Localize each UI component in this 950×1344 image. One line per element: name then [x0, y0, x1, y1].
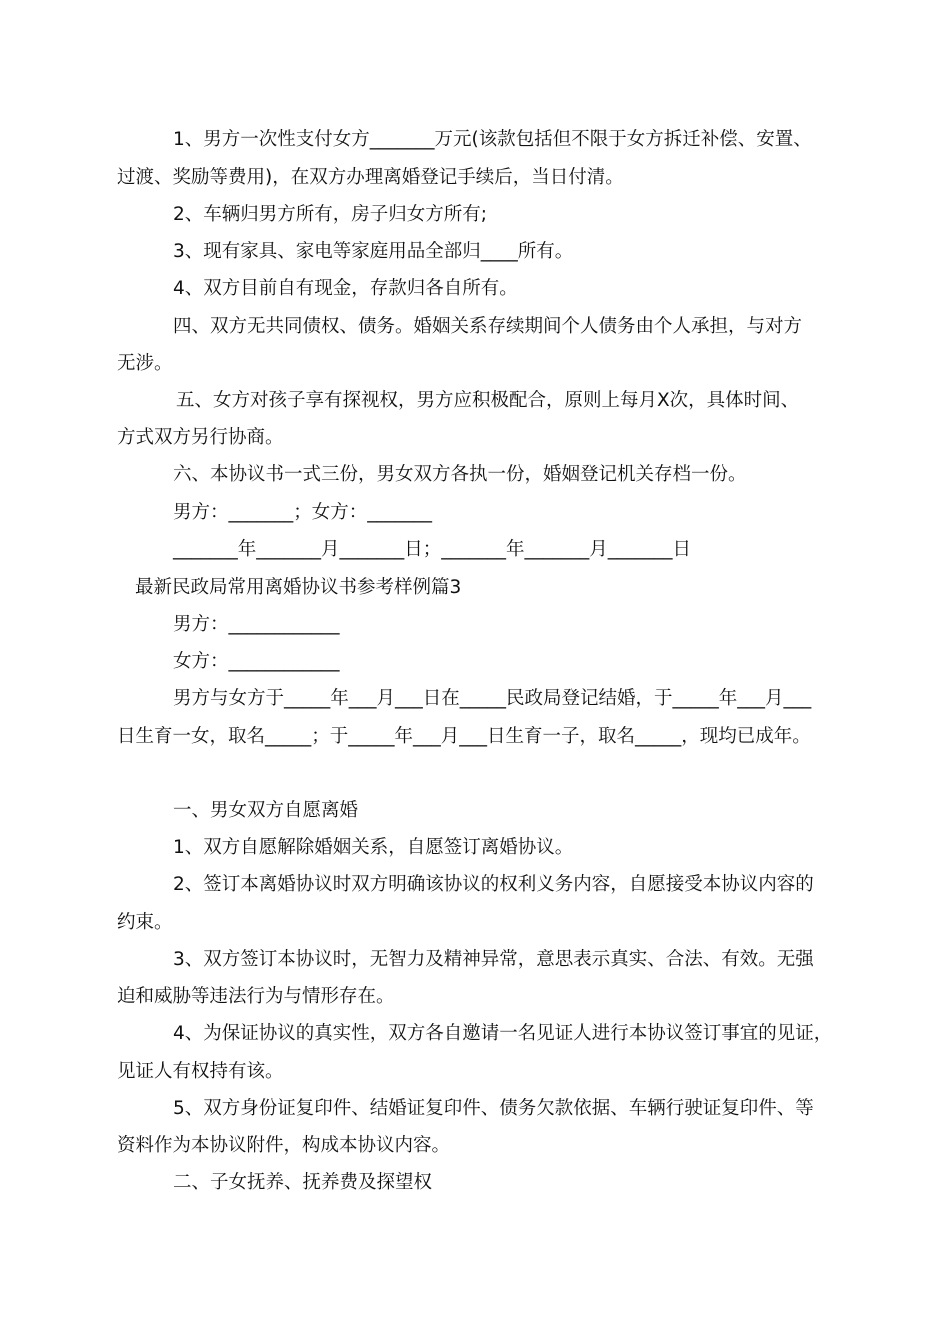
party-field-male: 男方：____________ [173, 614, 340, 635]
signature-line: 男方：_______；女方：_______ [173, 502, 433, 523]
text-line: 六、本协议书一式三份，男女双方各执一份，婚姻登记机关存档一份。 [173, 464, 747, 485]
text-line: 男方与女方于_____年___月___日在_____民政局登记结婚，于_____年___月___ [173, 688, 812, 709]
text-line: 资料作为本协议附件，构成本协议内容。 [117, 1135, 451, 1156]
text-line: 2、车辆归男方所有，房子归女方所有; [173, 204, 488, 225]
text-line: 1、双方自愿解除婚姻关系，自愿签订离婚协议。 [173, 837, 574, 858]
text-line: 见证人有权持有该。 [117, 1061, 284, 1082]
heading-line: 二、子女抚养、抚养费及探望权 [173, 1172, 433, 1193]
text-line: 3、双方签订本协议时，无智力及精神异常，意思表示真实、合法、有效。无强 [173, 949, 814, 970]
date-line: _______年_______月_______日；_______年_______月_______日 [173, 539, 692, 560]
text-line: 3、现有家具、家电等家庭用品全部归____所有。 [173, 241, 574, 262]
heading-line: 一、男女双方自愿离婚 [173, 800, 359, 821]
text-line: 1、男方一次性支付女方_______万元(该款包括但不限于女方拆迁补偿、安置、 [173, 129, 812, 150]
text-line: 日生育一女，取名_____；于_____年___月___日生育一子，取名_____，现均已成年。 [117, 726, 811, 747]
text-line: 过渡、奖励等费用)，在双方办理离婚登记手续后，当日付清。 [117, 167, 624, 188]
text-line: 四、双方无共同债权、债务。婚姻关系存续期间个人债务由个人承担，与对方 [173, 316, 803, 337]
text-line: 无涉。 [117, 353, 173, 374]
text-line: 迫和威胁等违法行为与情形存在。 [117, 986, 395, 1007]
text-line: 4、为保证协议的真实性，双方各自邀请一名见证人进行本协议签订事宜的见证， [173, 1023, 833, 1044]
text-line: 2、签订本离婚协议时双方明确该协议的权利义务内容，自愿接受本协议内容的 [173, 874, 814, 895]
party-field-female: 女方：____________ [173, 651, 340, 672]
section-title: 最新民政局常用离婚协议书参考样例篇3 [135, 577, 462, 598]
text-line: 5、双方身份证复印件、结婚证复印件、债务欠款依据、车辆行驶证复印件、等 [173, 1098, 814, 1119]
text-line: 五、女方对孩子享有探视权，男方应积极配合，原则上每月X次，具体时间、 [176, 390, 800, 411]
text-line: 方式双方另行协商。 [117, 427, 284, 448]
text-line: 4、双方目前自有现金，存款归各自所有。 [173, 278, 518, 299]
text-line: 约束。 [117, 912, 173, 933]
